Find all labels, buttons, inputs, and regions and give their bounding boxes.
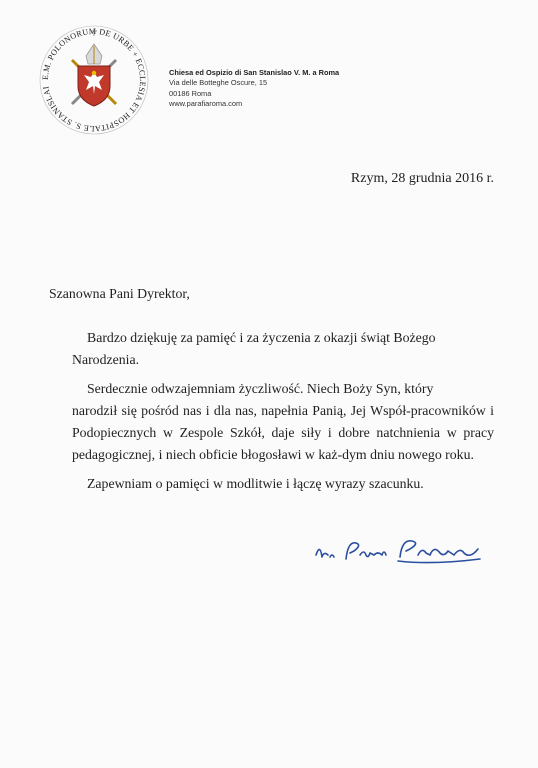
parish-name: Chiesa ed Ospizio di San Stanislao V. M. a Roma <box>169 68 340 77</box>
street-address: Via delle Botteghe Oscure, 15 <box>169 78 268 88</box>
handwritten-signature <box>312 535 487 567</box>
letter-body <box>72 327 494 501</box>
postal-city: 00186 Roma <box>169 88 212 98</box>
website-link[interactable]: www.parafiaroma.com <box>169 99 243 109</box>
letter-date: Rzym, 28 grudnia 2016 r. <box>350 171 494 186</box>
salutation: Szanowna Pani Dyrektor, <box>49 286 190 301</box>
seal-ring-text: E.M. POLONORUM DE URBE + ECCLESIA ET HOSPITALE S. STANISLAI <box>40 26 148 134</box>
signature-icon <box>312 535 487 567</box>
paragraph-thanks <box>72 327 494 372</box>
paragraph-thanks-line2: Narodzenia. <box>72 352 140 368</box>
paragraph-thanks-line1: Bardzo dziękuję za pamięć i za życzenia z okazji świąt Bożego <box>87 330 436 345</box>
paragraph-wishes <box>72 378 494 467</box>
parish-seal <box>34 20 154 140</box>
parish-address-block <box>169 68 339 110</box>
paragraph-closing: Zapewniam o pamięci w modlitwie i łączę wyrazy szacunku. <box>87 475 424 491</box>
paragraph-wishes-line1: Serdecznie odwzajemniam życzliwość. Niech Boży Syn, który <box>87 380 434 396</box>
paragraph-wishes-rest: narodził się pośród nas i dla nas, napełnia Panią, Jej Współ-pracowników i Podopiecznych w Zespole Szkół, daje siły i dobre natchnienia w pracy pedagogicznej, i niech obficie błogosławi w każ-dym dniu nowego roku. <box>72 402 494 463</box>
coat-of-arms-icon <box>34 20 154 140</box>
